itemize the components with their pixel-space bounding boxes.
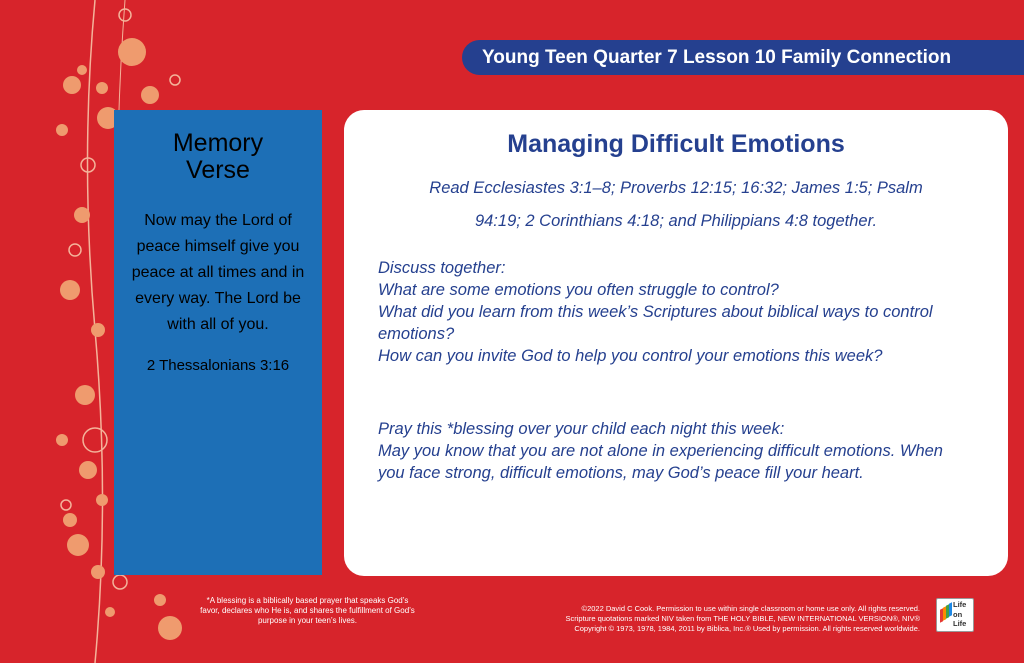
memory-verse-panel [114,110,322,575]
blessing-section [378,418,958,484]
copyright-line: ©2022 David C Cook. Permission to use within single classroom or home use only. All rights reserved. [581,604,920,613]
blessing-text: May you know that you are not alone in experiencing difficult emotions. When you face strong, difficult emotions, may God’s peace fill your heart. [378,442,943,482]
logo-mark-icon [940,603,952,629]
discussion-question: What are some emotions you often struggle to control? [378,281,779,299]
discussion-question: How can you invite God to help you control your emotions this week? [378,347,883,365]
copyright-line: Scripture quotations marked NIV taken from THE HOLY BIBLE, NEW INTERNATIONAL VERSION®, NIV® [565,614,920,623]
discussion-question: What did you learn from this week’s Scriptures about biblical ways to control emotions? [378,303,933,343]
family-connection-card [344,110,1008,576]
discussion-section [378,257,958,367]
logo-text-line: Life [953,619,967,628]
memory-verse-heading-line1: Memory [172,129,264,157]
blessing-footnote: *A blessing is a biblically based prayer that speaks God’s favor, declares who He is, and shares the fulfillment of God’s purpose in your teen’s lives. [200,596,415,625]
logo-text [953,600,974,629]
life-on-life-logo [936,598,974,632]
lesson-banner [462,40,1024,75]
logo-text-line: Life [953,600,967,609]
card-title: Managing Difficult Emotions [507,130,845,158]
memory-verse-heading [114,130,322,184]
scripture-reading-line2: 94:19; 2 Corinthians 4:18; and Philippians 4:8 together. [474,212,878,230]
banner-title: Young Teen Quarter 7 Lesson 10 Family Connection [482,47,952,68]
logo-text-line: on [953,609,963,619]
memory-verse-text: Now may the Lord of peace himself give you peace at all times and in every way. The Lord be with all of you. [131,212,305,333]
copyright-notice [440,604,920,634]
discussion-heading: Discuss together: [378,259,506,277]
memory-verse-reference: 2 Thessalonians 3:16 [146,357,290,374]
memory-verse-heading-line2: Verse [186,156,250,184]
scripture-reading [374,172,978,238]
scripture-reading-line1: Read Ecclesiastes 3:1–8; Proverbs 12:15; 16:32; James 1:5; Psalm [429,179,923,197]
blessing-heading: Pray this *blessing over your child each night this week: [378,420,785,438]
copyright-line: Copyright © 1973, 1978, 1984, 2011 by Biblica, Inc.® Used by permission. All rights reserved worldwide. [574,624,920,633]
